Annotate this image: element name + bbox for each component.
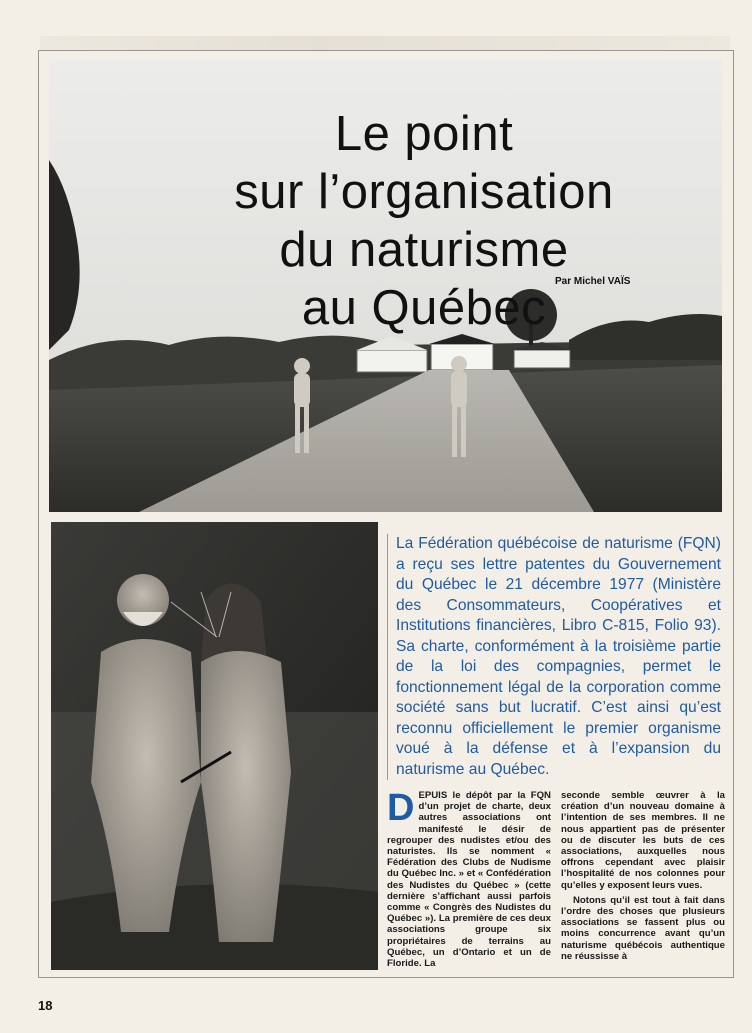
drop-cap: D	[387, 790, 415, 829]
hero-photo	[49, 60, 722, 512]
body-text: EPUIS le dépôt par la FQN d’un projet de charte, deux autres associations ont manifesté le désir de regrouper des nudistes et/ou des naturistes. Ils se nomment « Fédération des Clubs de Nudisme du Québec Inc. » et « Confédération des Nudistes du Québec » (cette dernière s’affichant aussi parfois comme « Congrès des Nudistes du Québec »). La première de ces deux associations groupe six propriétaires de terrains au Québec, un d’Ontario et un de Floride. La	[387, 790, 551, 968]
title-line: sur l’organisation	[234, 164, 614, 219]
body-paragraph: seconde semble œuvrer à la création d’un nouveau domaine à l’intention de ses membres. Il ne nous appartient pas de présenter ou de discuter les buts de ces associations, auxquelles nous offrons cependant avec plaisir l’hospitalité de nos colonnes pour qu’elles y exposent leurs vues.	[561, 790, 725, 891]
title-line: du naturisme	[279, 222, 569, 277]
couple-illustration	[51, 522, 378, 970]
body-paragraph: Notons qu’il est tout à fait dans l’ordre des choses que plusieurs associations se fassent plus ou moins concurrence avant qu’un naturisme québécois authentique ne réussisse à	[561, 894, 725, 962]
title-line: Le point	[334, 106, 514, 161]
body-columns	[387, 790, 725, 968]
body-column-1	[387, 790, 551, 968]
body-paragraph	[387, 790, 551, 968]
article-title	[189, 105, 659, 337]
page-number: 18	[38, 998, 53, 1013]
title-line: au Québec	[301, 280, 547, 335]
page-top-strip	[40, 36, 730, 50]
byline: Par Michel VAÏS	[555, 276, 631, 287]
intro-paragraph: La Fédération québécoise de naturisme (FQN) a reçu ses lettre patentes du Gouvernement du Québec le 21 décembre 1977 (Ministère des Consommateurs, Coopératives et Institutions financières, Libro C-815, Folio 93). Sa charte, conformément à la troisième partie de la loi des compagnies, permet le fonctionnement légal de la corporation comme société sans but lucratif. C’est ainsi qu’est reconnu officiellement le premier organisme voué à la défense et à l’expansion du naturisme au Québec.	[387, 534, 721, 780]
body-column-2	[561, 790, 725, 968]
people-photo	[51, 522, 378, 970]
